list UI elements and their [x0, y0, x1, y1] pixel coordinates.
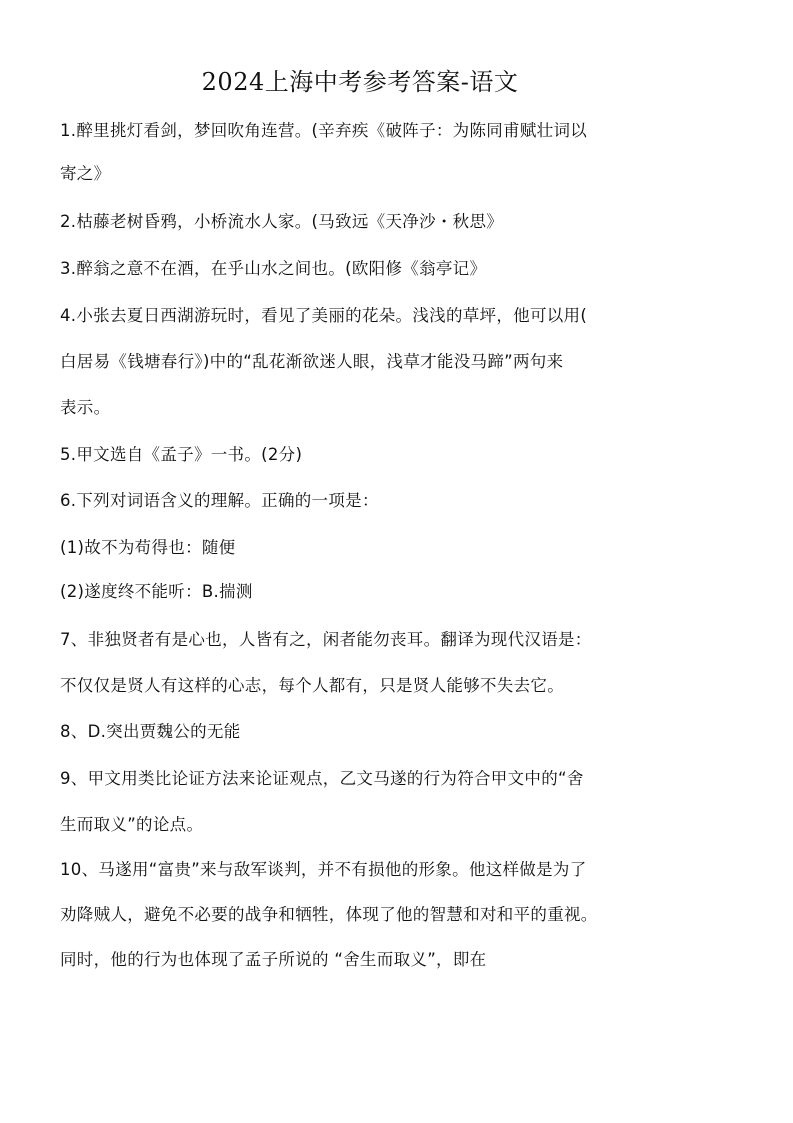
answer-line-4c: 表示。 — [60, 398, 111, 417]
answer-line-6-2: (2)遂度终不能听：B.揣测 — [60, 582, 253, 601]
answer-line-10c: 同时，他的行为也体现了孟子所说的 “舍生而取义”，即在 — [60, 950, 487, 969]
answer-line-9b: 生而取义”的论点。 — [60, 815, 204, 834]
answer-line-1b: 寄之》 — [60, 164, 111, 183]
answer-line-5: 5.甲文选自《孟子》一书。(2分) — [60, 445, 303, 464]
answer-line-7b: 不仅仅是贤人有这样的心志，每个人都有，只是贤人能够不失去它。 — [60, 676, 564, 695]
answer-line-4b: 白居易《钱塘春行》)中的“乱花渐欲迷人眼，浅草才能没马蹄”两句来 — [60, 352, 564, 371]
answer-line-6: 6.下列对词语含义的理解。正确的一项是： — [60, 491, 379, 510]
answer-line-10a: 10、马遂用“富贵”来与敌军谈判，并不有损他的形象。他这样做是为了 — [60, 860, 587, 879]
answer-line-8: 8、D.突出贾魏公的无能 — [60, 722, 241, 741]
answer-line-4a: 4.小张去夏日西湖游玩时，看见了美丽的花朵。浅浅的草坪，他可以用( — [60, 306, 588, 325]
answer-line-1a: 1.醉里挑灯看剑，梦回吹角连营。(辛弃疾《破阵子：为陈同甫赋壮词以 — [60, 121, 588, 140]
answer-line-3: 3.醉翁之意不在酒，在乎山水之间也。(欧阳修《翁亭记》 — [60, 259, 487, 278]
answer-line-9a: 9、甲文用类比论证方法来论证观点，乙文马遂的行为符合甲文中的“舍 — [60, 769, 584, 788]
answer-line-6-1: (1)故不为苟得也：随便 — [60, 538, 236, 557]
answer-line-2: 2.枯藤老树昏鸦，小桥流水人家。(马致远《天净沙・秋思》 — [60, 212, 504, 231]
answer-line-7a: 7、非独贤者有是心也，人皆有之，闲者能勿丧耳。翻译为现代汉语是： — [60, 630, 592, 649]
page-title: 2024上海中考参考答案-语文 — [201, 68, 519, 96]
answer-line-10b: 劝降贼人，避免不必要的战争和牺牲，体现了他的智慧和对和平的重视。 — [60, 905, 598, 924]
